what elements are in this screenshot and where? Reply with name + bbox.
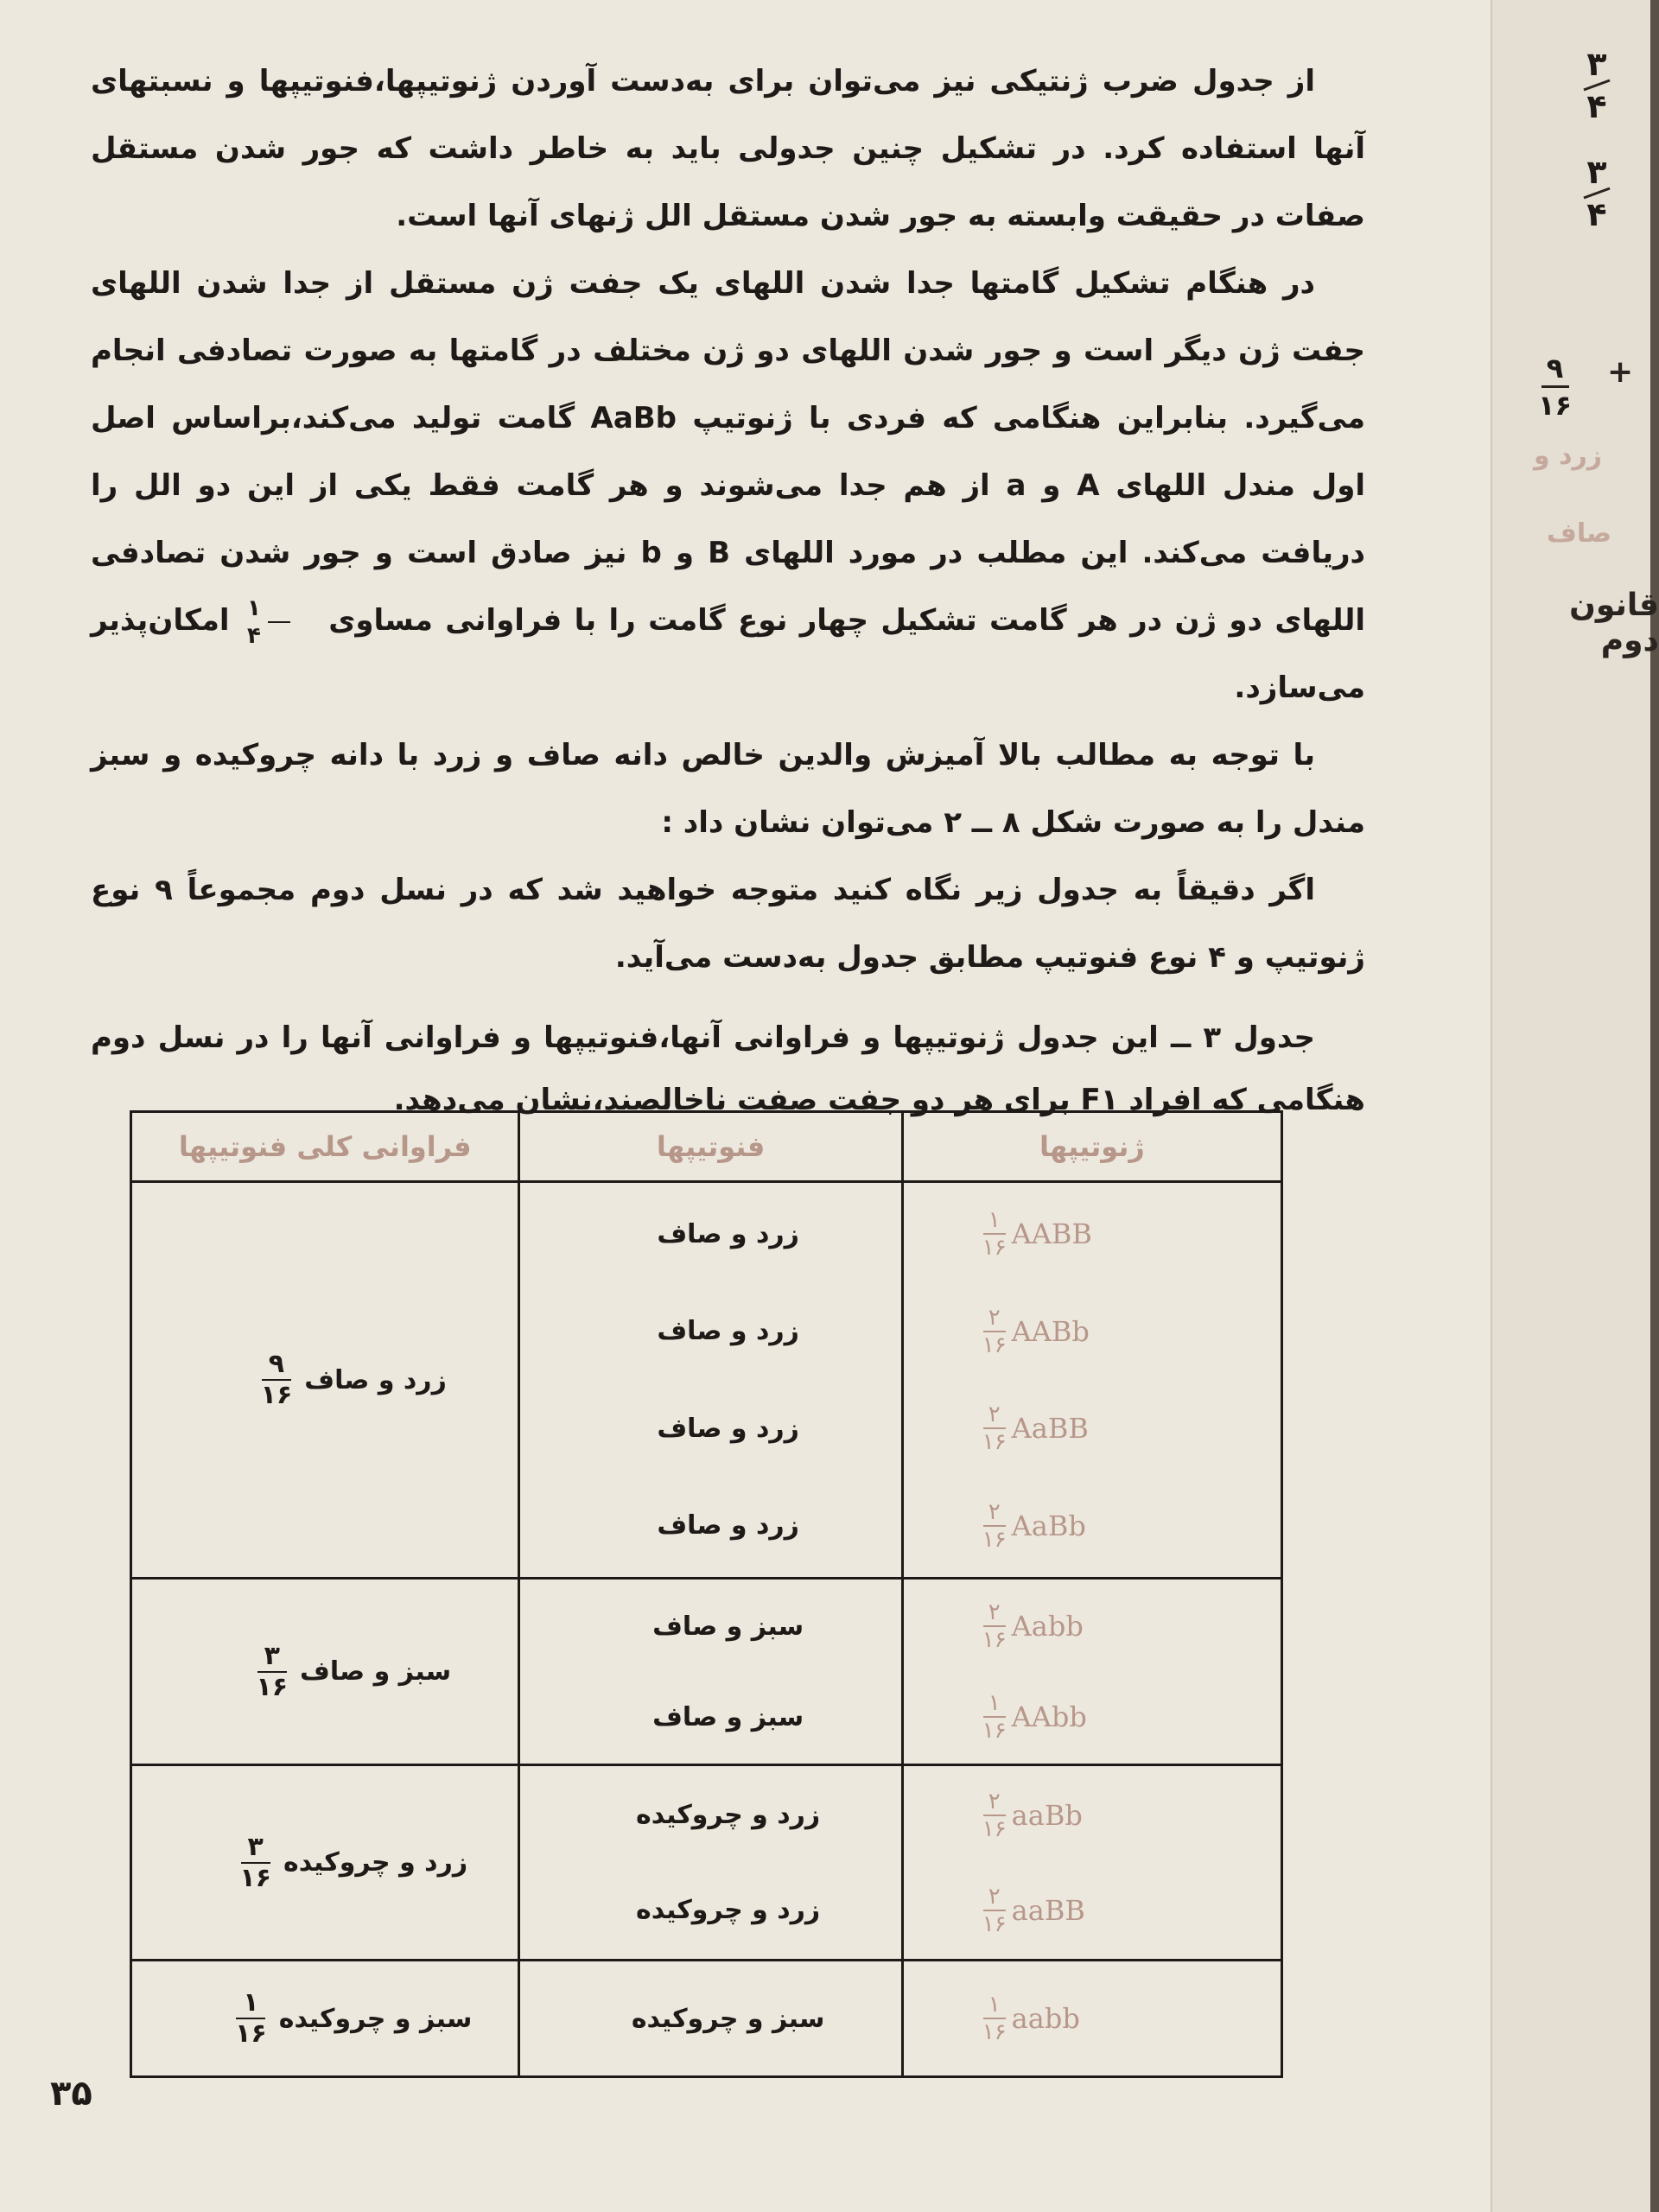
phenotype-cell [519,1182,902,1579]
fraction-denominator: ۱۶ [982,1815,1007,1842]
margin-fraction-2-den: ۴ [1586,195,1607,233]
fraction-numerator: ۲ [988,1599,1001,1626]
header-overall-frequency: فراوانی کلی فنوتیپها [131,1112,519,1182]
fraction-denominator: ۱۶ [235,2018,267,2050]
overall-frequency-fraction [235,1987,267,2050]
phenotype-cell [519,1579,902,1765]
fraction-denominator: ۱۶ [982,1526,1007,1553]
margin-fraction-1-den: ۴ [1586,87,1607,125]
margin-fraction-3-bar [1541,385,1569,388]
fraction-bar [268,621,290,623]
page-number: ۳۵ [50,2074,92,2113]
fraction-numerator: ۱ [988,1992,1001,2018]
paragraph-2-end: امکان‌پذیر می‌سازد. [91,603,1365,705]
genotype-cell [902,1182,1281,1579]
phenotype-entry: زرد و صاف [657,1218,799,1249]
genotype-code: AaBb [1011,1509,1086,1542]
phenotype-cell [519,1961,902,2077]
genotype-cell [902,1579,1281,1765]
phenotype-entry: زرد و صاف [657,1510,799,1541]
margin-fraction-2 [1583,153,1611,233]
phenotype-entry: زرد و چروکیده [636,1895,821,1926]
fraction-numerator: ۱ [988,1690,1001,1717]
overall-frequency-cell [131,1765,519,1961]
caption-part2: برای هر دو جفت صفت ناخالصند،نشان می‌دهد. [393,1083,1071,1117]
overall-phenotype-label: سبز و چروکیده [278,2003,473,2034]
genotype-entry [904,1581,1281,1672]
fraction-numerator: ۱ [988,1207,1001,1234]
fraction-numerator: ۳ [247,1831,264,1862]
genotype-entry [904,1768,1281,1863]
genotype-cell [902,1961,1281,2077]
genotype-entry [904,1971,1281,2066]
fraction-numerator: ۹ [268,1349,285,1380]
paragraph-2 [91,250,1365,721]
overall-frequency-entry [132,1640,518,1702]
overall-frequency-cell [131,1961,519,2077]
genotype-entry [904,1863,1281,1958]
table-group-row [131,1765,1282,1961]
overall-phenotype-label: زرد و صاف [304,1364,447,1395]
fraction-numerator: ۱ [243,1987,259,2018]
fraction-denominator: ۱۶ [982,1627,1007,1654]
genotype-cell [902,1765,1281,1961]
table-group-row [131,1182,1282,1579]
margin-fraction-3-num: ۹ [1546,352,1564,385]
paragraph-1: از جدول ضرب ژنتیکی نیز می‌توان برای به‌دست آوردن ژنوتیپها،فنوتیپها و نسبتهای آنها استفاده کرد. در تشکیل چنین جدولی باید به خاطر داشت که جور شدن مستقل صفات در حقیقت وابسته به جور شدن مستقل الل ژنهای آنها است. [91,64,1365,233]
genotype-fraction [982,1498,1007,1553]
fraction-numerator: ۲ [988,1883,1001,1910]
genotype-fraction [982,1790,1007,1840]
fraction-numerator: ۲ [988,1788,1001,1815]
genotype-code: AABB [1011,1217,1092,1251]
margin-plus: + [1607,354,1634,390]
overall-phenotype-label: زرد و چروکیده [283,1847,468,1878]
fraction-numerator: ۲ [988,1402,1001,1428]
fraction-numerator: ۱ [246,594,261,621]
fraction-denominator: ۴ [246,622,261,649]
margin-fraction-1-num: ۳ [1586,45,1607,83]
fraction-denominator: ۱۶ [982,1718,1007,1745]
genotype-code: aaBb [1011,1798,1083,1832]
genotype-entry [904,1381,1281,1476]
genotype-fraction [982,1993,1007,2044]
fraction-numerator: ۲ [988,1498,1001,1525]
equal-frequency-fraction [246,594,311,649]
overall-phenotype-label: سبز و صاف [300,1656,452,1688]
overall-frequency-cell [131,1579,519,1765]
genotype-entry [904,1478,1281,1573]
genotype-code: AAbb [1011,1700,1087,1734]
phenotype-entry: سبز و صاف [652,1701,804,1732]
overall-frequency-entry [132,1987,518,2050]
table-group-row [131,1579,1282,1765]
margin-note-1: زرد و [1534,441,1603,471]
overall-frequency-fraction [239,1831,271,1893]
caption-part1: جدول ۳ ــ این جدول ژنوتیپها و فراوانی آنها،فنوتیپها و فراوانی آنها را در نسل دوم هنگامی که افراد [91,1020,1365,1117]
phenotype-entry: زرد و صاف [657,1316,799,1347]
overall-frequency-fraction [260,1349,293,1411]
genotype-fraction [982,1599,1007,1654]
genotype-code: Aabb [1011,1610,1084,1643]
phenotype-cell [519,1765,902,1961]
genotype-fraction [982,1690,1007,1745]
margin-fraction-3-den: ۱۶ [1538,389,1573,422]
page-binding-edge [1650,0,1659,2212]
genotype-code: aaBB [1011,1893,1085,1927]
genotype-fraction [982,1306,1007,1357]
genotype-code: AABb [1011,1314,1090,1348]
fraction-denominator: ۱۶ [982,2019,1007,2046]
fraction-denominator: ۱۶ [982,1332,1007,1358]
header-genotypes: ژنوتیپها [902,1112,1281,1182]
phenotype-entry: زرد و چروکیده [636,1800,821,1831]
fraction-denominator: ۱۶ [239,1862,271,1893]
overall-frequency-fraction [256,1640,289,1702]
fraction-denominator: ۱۶ [260,1380,293,1411]
fraction-numerator: ۲ [988,1304,1001,1331]
genotype-fraction [982,1402,1007,1456]
paragraph-3: با توجه به مطالب بالا آمیزش والدین خالص دانه صاف و زرد با دانه چروکیده و سبز مندل را به صورت شکل ۸ ــ ۲ می‌توان نشان داد : [91,738,1365,840]
caption-f1: F۱ [1080,1083,1119,1117]
margin-heading: قانون دوم [1569,588,1659,658]
overall-frequency-cell [131,1182,519,1579]
genotype-fraction [982,1207,1007,1262]
genotype-fraction [982,1885,1007,1936]
header-phenotypes: فنوتیپها [519,1112,902,1182]
genotype-code: AaBB [1011,1412,1089,1446]
paragraph-2-text: در هنگام تشکیل گامتها جدا شدن اللهای یک جفت ژن مستقل از جدا شدن اللهای جفت ژن دیگر است و جور شدن اللهای دو ژن مختلف در گامتها به صورت تصادفی انجام می‌گیرد. بنابراین هنگامی که فردی با ژنوتیپ AaBb گامت تولید می‌کند،براساس اصل اول مندل اللهای A و a از هم جدا می‌شوند و هر گامت فقط یکی از این دو الل را دریافت می‌کند. این مطلب در مورد اللهای B و b نیز صادق است و جور شدن تصادفی اللهای دو ژن در هر گامت تشکیل چهار نوع گامت را با فراوانی مساوی [91,266,1365,638]
phenotype-entry: زرد و صاف [657,1413,799,1444]
body-text [91,48,1365,1131]
margin-fraction-2-num: ۳ [1586,153,1607,191]
fraction-denominator: ۱۶ [982,1235,1007,1262]
genotype-code: aabb [1011,2002,1080,2036]
margin-note-2: صاف [1547,518,1612,549]
genotype-entry [904,1672,1281,1763]
paragraph-4: اگر دقیقاً به جدول زیر نگاه کنید متوجه خواهید شد که در نسل دوم مجموعاً ۹ نوع ژنوتیپ و ۴ نوع فنوتیپ مطابق جدول به‌دست می‌آید. [91,873,1365,975]
overall-frequency-entry [132,1349,518,1411]
phenotype-entry: سبز و چروکیده [631,2003,825,2034]
genotype-entry [904,1186,1281,1281]
overall-frequency-entry [132,1831,518,1893]
phenotype-entry: سبز و صاف [652,1611,804,1642]
fraction-denominator: ۱۶ [256,1671,289,1702]
genotype-entry [904,1284,1281,1379]
fraction-denominator: ۱۶ [982,1910,1007,1937]
fraction-denominator: ۱۶ [982,1429,1007,1456]
adjacent-page-margin [1491,0,1659,2212]
fraction-numerator: ۳ [264,1640,280,1671]
table-group-row [131,1961,1282,2077]
genotype-phenotype-table [130,1110,1283,2078]
margin-fraction-3 [1538,352,1573,422]
margin-fraction-1 [1583,45,1611,125]
table-header-row [131,1112,1282,1182]
